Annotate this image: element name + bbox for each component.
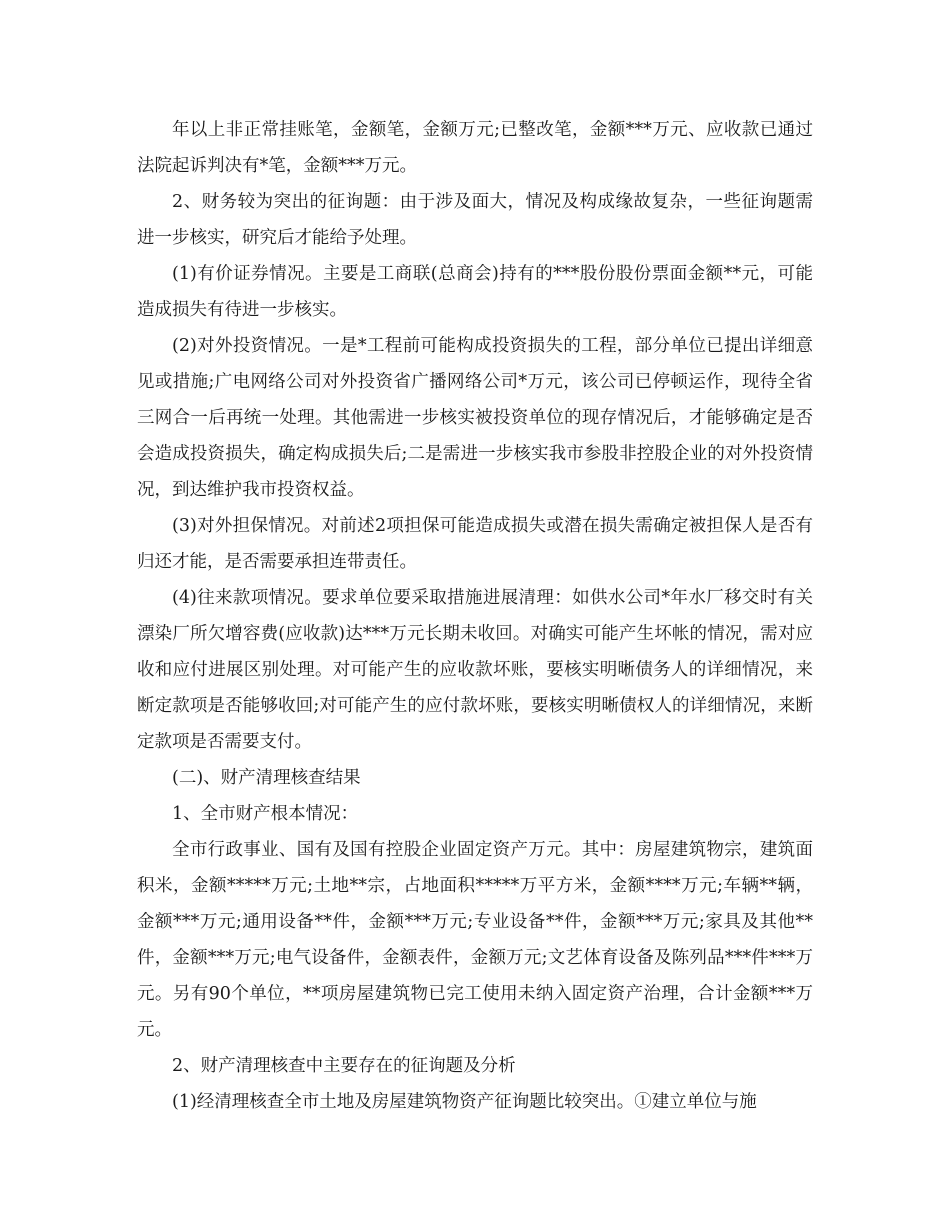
paragraph: 全市行政事业、国有及国有控股企业固定资产万元。其中：房屋建筑物宗，建筑面积米，金额*****万元;土地**宗，占地面积*****万平方米，金额****万元;车辆**辆，金额***万元;通用设备**件，金额***万元;专业设备**件，金额***万元;家具及其他**件，金额***万元;电气设备件，金额表件，金额万元;文艺体育设备及陈列品***件***万元。另有90个单位，**项房屋建筑物已完工使用未纳入固定资产治理，合计金额***万元。 <box>137 840 813 1040</box>
paragraph: (3)对外担保情况。对前述2项担保可能造成损失或潜在损失需确定被担保人是否有归还才能，是否需要承担连带责任。 <box>137 516 813 572</box>
section-heading: (二)、财产清理核查结果 <box>172 768 361 788</box>
paragraph: (4)往来款项情况。要求单位要采取措施进展清理：如供水公司*年水厂移交时有关漂染厂所欠增容费(应收款)达***万元长期未收回。对确实可能产生坏帐的情况，需对应收和应付进展区别处理。对可能产生的应收款坏账，要核实明晰债务人的详细情况，来断定款项是否能够收回;对可能产生的应付款坏账，要核实明晰债权人的详细情况，来断定款项是否需要支付。 <box>137 588 813 752</box>
document-page <box>137 112 813 1120</box>
subsection-heading: 1、全市财产根本情况： <box>172 804 359 824</box>
paragraph: (1)有价证券情况。主要是工商联(总商会)持有的***股份股份票面金额**元，可能造成损失有待进一步核实。 <box>137 264 813 320</box>
paragraph: (2)对外投资情况。一是*工程前可能构成投资损失的工程，部分单位已提出详细意见或措施;广电网络公司对外投资省广播网络公司*万元，该公司已停顿运作，现待全省三网合一后再统一处理。其他需进一步核实被投资单位的现存情况后，才能够确定是否会造成投资损失，确定构成损失后;二是需进一步核实我市参股非控股企业的对外投资情况，到达维护我市投资权益。 <box>137 336 813 500</box>
subsection-heading: 2、财产清理核查中主要存在的征询题及分析 <box>172 1056 516 1076</box>
paragraph: 年以上非正常挂账笔，金额笔，金额万元;已整改笔，金额***万元、应收款已通过法院起诉判决有*笔，金额***万元。 <box>137 120 813 176</box>
paragraph: (1)经清理核查全市土地及房屋建筑物资产征询题比较突出。①建立单位与施 <box>172 1092 757 1112</box>
paragraph: 2、财务较为突出的征询题：由于涉及面大，情况及构成缘故复杂，一些征询题需进一步核实，研究后才能给予处理。 <box>137 192 813 248</box>
